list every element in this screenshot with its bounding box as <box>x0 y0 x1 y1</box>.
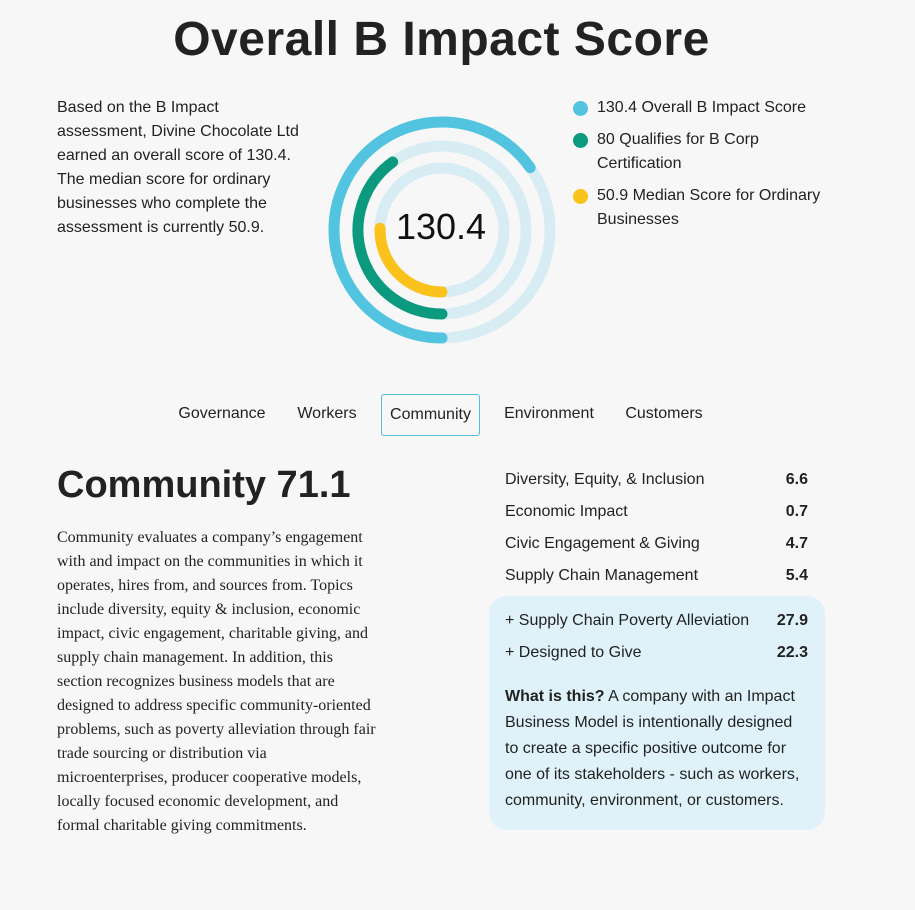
metric-value: 0.7 <box>785 503 808 520</box>
metric-row <box>505 563 810 595</box>
metric-value: 4.7 <box>785 535 808 552</box>
metric-label: Economic Impact <box>505 503 628 520</box>
legend-label: 80 Qualifies for B Corp Certification <box>597 131 759 172</box>
legend-item-qualify <box>571 128 841 176</box>
legend-item-median <box>571 184 841 232</box>
donut-center-value: 130.4 <box>395 206 487 247</box>
impact-model-info <box>505 684 810 814</box>
section-title: Community 71.1 <box>57 464 351 506</box>
info-heading: What is this? <box>505 688 605 705</box>
section-description: Community evaluates a company’s engagement with and impact on the communities in which it operates, hires from, and sources from. Topics include diversity, equity & inclusion, economic impact, civic engagement, charitable giving, and supply chain management. In addition, this section recognizes business models that are designed to address specific community-oriented problems, such as poverty alleviation through fair trade sourcing or distribution via microenterprises, producer cooperative models, locally focused economic development, and formal charitable giving commitments. <box>57 529 376 834</box>
legend-item-overall <box>571 96 841 120</box>
impact-model-row <box>505 608 810 640</box>
impact-model-value: 22.3 <box>776 644 808 661</box>
info-text: A company with an Impact Business Model is intentionally designed to create a specific positive outcome for one of its stakeholders - such as workers, community, environment, or customers. <box>505 688 800 809</box>
impact-model-row <box>505 640 810 672</box>
page-title: Overall B Impact Score <box>173 13 710 66</box>
legend-dot-median <box>573 189 588 204</box>
metrics-list <box>505 467 810 595</box>
legend-label: 50.9 Median Score for Ordinary Businesses <box>597 187 821 228</box>
impact-area-tabs <box>0 394 915 436</box>
impact-model-label: + Designed to Give <box>505 644 642 661</box>
metric-row <box>505 531 810 563</box>
tab-governance[interactable]: Governance <box>178 405 266 422</box>
intro-text: Based on the B Impact assessment, Divine Chocolate Ltd earned an overall score of 130.4. The median score for ordinary businesses who complete the assessment is currently 50.9. <box>57 99 299 236</box>
metric-label: Diversity, Equity, & Inclusion <box>505 471 705 488</box>
impact-model-value: 27.9 <box>776 612 808 629</box>
metric-row <box>505 499 810 531</box>
tab-environment[interactable]: Environment <box>504 405 594 422</box>
legend-dot-overall <box>573 101 588 116</box>
chart-legend <box>571 96 841 240</box>
tab-community[interactable]: Community <box>381 394 480 436</box>
metric-value: 6.6 <box>785 471 808 488</box>
metric-label: Supply Chain Management <box>505 567 699 584</box>
legend-dot-qualify <box>573 133 588 148</box>
metric-label: Civic Engagement & Giving <box>505 535 700 552</box>
impact-business-models-panel <box>489 596 825 830</box>
metric-row <box>505 467 810 499</box>
metric-value: 5.4 <box>785 567 808 584</box>
score-donut-chart <box>320 110 565 350</box>
tab-customers[interactable]: Customers <box>625 405 703 422</box>
impact-model-label: + Supply Chain Poverty Alleviation <box>505 612 750 629</box>
legend-label: 130.4 Overall B Impact Score <box>597 99 806 116</box>
tab-workers[interactable]: Workers <box>297 405 357 422</box>
